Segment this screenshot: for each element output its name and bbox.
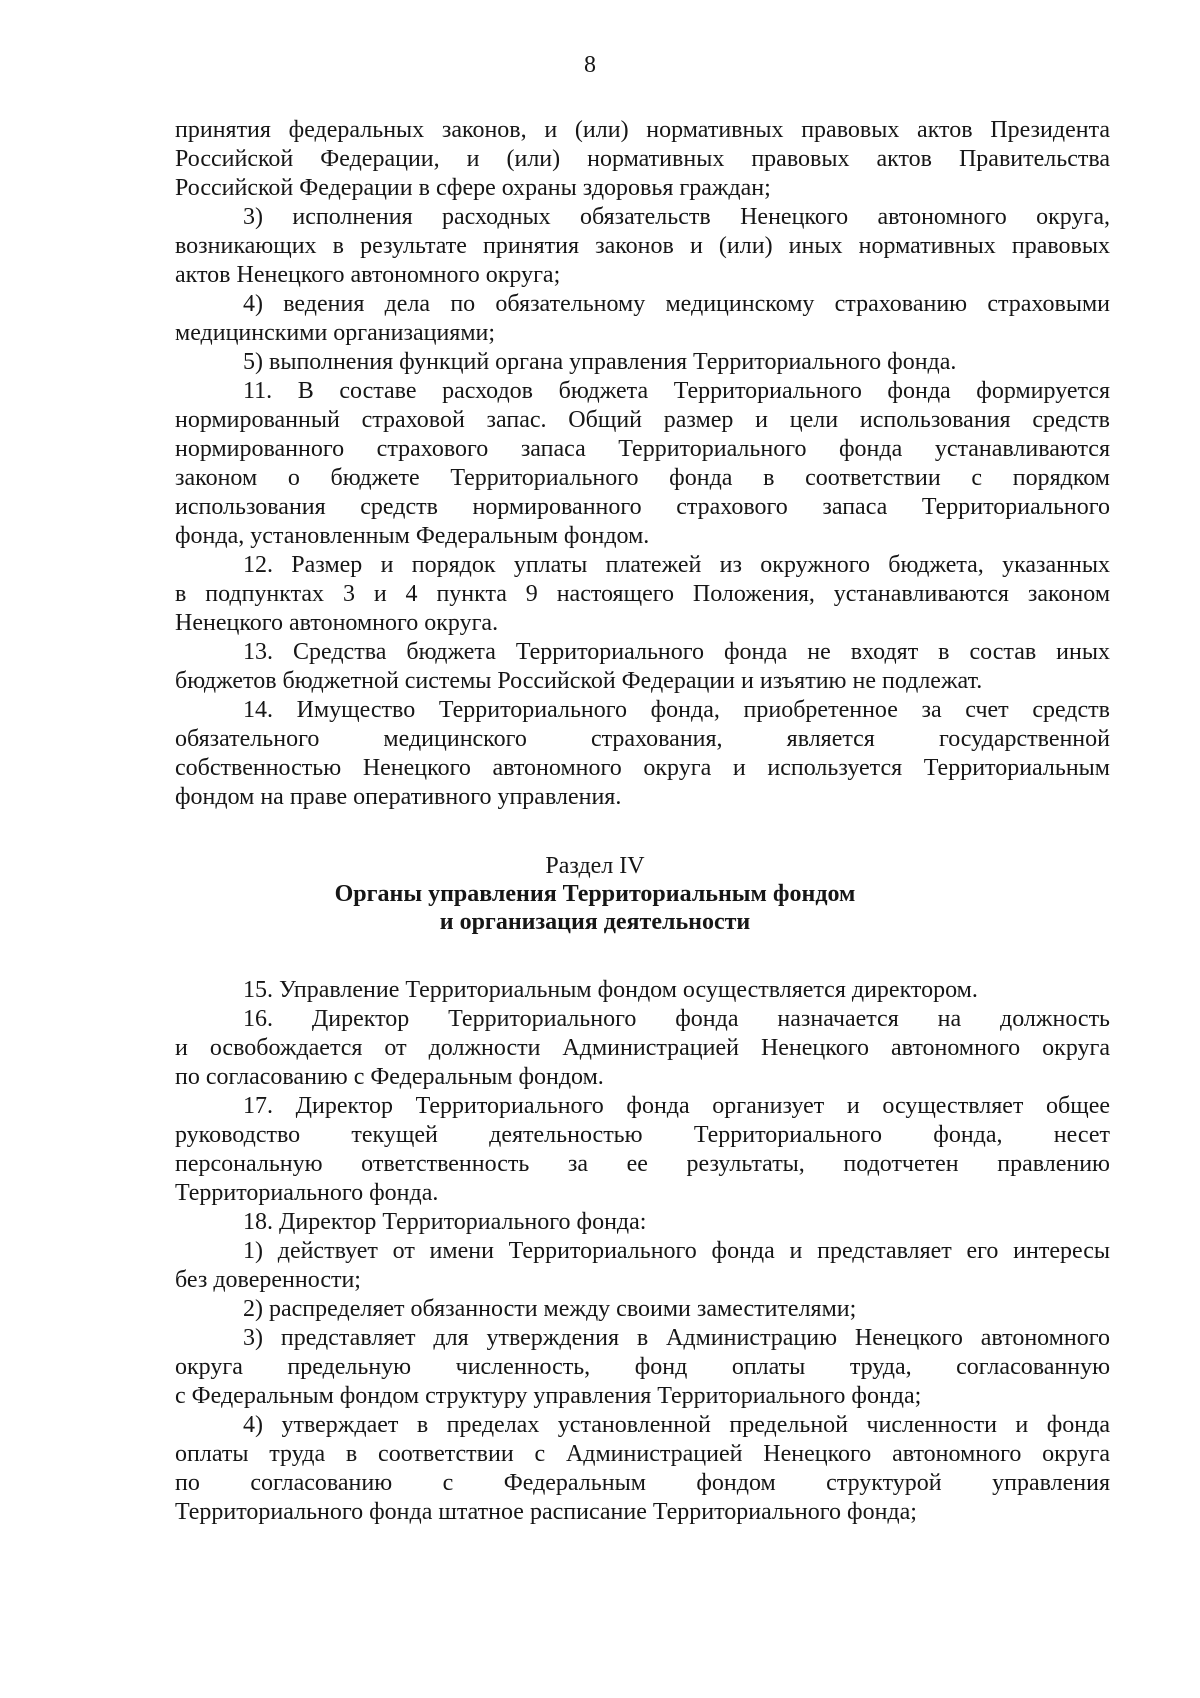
text-line: 13. Средства бюджета Территориального фонда не входят в состав иных bbox=[243, 639, 1110, 665]
text-line: руководство текущей деятельностью Территориального фонда, несет bbox=[175, 1122, 1110, 1148]
text-line: 17. Директор Территориального фонда организует и осуществляет общее bbox=[243, 1093, 1110, 1119]
text-line: Территориального фонда. bbox=[175, 1180, 439, 1206]
text-line: оплаты труда в соответствии с Администрацией Ненецкого автономного округа bbox=[175, 1441, 1110, 1467]
text-line: в подпунктах 3 и 4 пункта 9 настоящего Положения, устанавливаются законом bbox=[175, 581, 1110, 607]
text-line: и освобождается от должности Администрацией Ненецкого автономного округа bbox=[175, 1035, 1110, 1061]
section-heading bbox=[175, 852, 1015, 936]
text-line: без доверенности; bbox=[175, 1267, 361, 1293]
text-line: нормированного страхового запаса Территориального фонда устанавливаются bbox=[175, 436, 1110, 462]
text-line: Российской Федерации в сфере охраны здоровья граждан; bbox=[175, 175, 771, 201]
text-line: персональную ответственность за ее результаты, подотчетен правлению bbox=[175, 1151, 1110, 1177]
section-title-line: и организация деятельности bbox=[439, 909, 751, 935]
text-line: округа предельную численность, фонд оплаты труда, согласованную bbox=[175, 1354, 1110, 1380]
text-line: 12. Размер и порядок уплаты платежей из окружного бюджета, указанных bbox=[243, 552, 1110, 578]
text-line: 1) действует от имени Территориального фонда и представляет его интересы bbox=[243, 1238, 1110, 1264]
text-line: с Федеральным фондом структуру управления Территориального фонда; bbox=[175, 1383, 922, 1409]
text-line: бюджетов бюджетной системы Российской Федерации и изъятию не подлежат. bbox=[175, 668, 983, 694]
paragraph bbox=[175, 638, 1110, 696]
text-line: 5) выполнения функций органа управления Территориального фонда. bbox=[243, 349, 957, 375]
text-line: фондом на праве оперативного управления. bbox=[175, 784, 622, 810]
text-line: 4) ведения дела по обязательному медицинскому страхованию страховыми bbox=[243, 291, 1110, 317]
paragraph bbox=[175, 1208, 1110, 1237]
paragraph bbox=[175, 1295, 1110, 1324]
body-text-after-section bbox=[175, 976, 1110, 1527]
text-line: законом о бюджете Территориального фонда в соответствии с порядком bbox=[175, 465, 1110, 491]
text-line: 2) распределяет обязанности между своими заместителями; bbox=[243, 1296, 857, 1322]
text-line: по согласованию с Федеральным фондом. bbox=[175, 1064, 604, 1090]
text-line: Территориального фонда штатное расписание Территориального фонда; bbox=[175, 1499, 917, 1525]
paragraph bbox=[175, 377, 1110, 551]
text-line: 3) представляет для утверждения в Администрацию Ненецкого автономного bbox=[243, 1325, 1110, 1351]
paragraph bbox=[175, 1324, 1110, 1411]
text-line: 3) исполнения расходных обязательств Ненецкого автономного округа, bbox=[243, 204, 1110, 230]
paragraph bbox=[175, 1005, 1110, 1092]
section-label: Раздел IV bbox=[545, 853, 645, 879]
paragraph bbox=[175, 348, 1110, 377]
text-line: возникающих в результате принятия законов и (или) иных нормативных правовых bbox=[175, 233, 1110, 259]
text-line: собственностью Ненецкого автономного округа и используется Территориальным bbox=[175, 755, 1110, 781]
text-line: Ненецкого автономного округа. bbox=[175, 610, 499, 636]
text-line: медицинскими организациями; bbox=[175, 320, 496, 346]
paragraph bbox=[175, 696, 1110, 812]
text-line: обязательного медицинского страхования, является государственной bbox=[175, 726, 1110, 752]
text-line: использования средств нормированного страхового запаса Территориального bbox=[175, 494, 1110, 520]
text-line: 11. В составе расходов бюджета Территориального фонда формируется bbox=[243, 378, 1110, 404]
paragraph bbox=[175, 203, 1110, 290]
paragraph bbox=[175, 1092, 1110, 1208]
text-line: 14. Имущество Территориального фонда, приобретенное за счет средств bbox=[243, 697, 1110, 723]
paragraph bbox=[175, 290, 1110, 348]
text-line: фонда, установленным Федеральным фондом. bbox=[175, 523, 650, 549]
text-line: нормированный страховой запас. Общий размер и цели использования средств bbox=[175, 407, 1110, 433]
paragraph bbox=[175, 976, 1110, 1005]
text-line: 15. Управление Территориальным фондом осуществляется директором. bbox=[243, 977, 978, 1003]
text-line: 4) утверждает в пределах установленной предельной численности и фонда bbox=[243, 1412, 1110, 1438]
body-text-before-section bbox=[175, 116, 1110, 812]
paragraph bbox=[175, 116, 1110, 203]
paragraph bbox=[175, 551, 1110, 638]
text-line: 18. Директор Территориального фонда: bbox=[243, 1209, 647, 1235]
text-line: Российской Федерации, и (или) нормативных правовых актов Правительства bbox=[175, 146, 1110, 172]
text-line: принятия федеральных законов, и (или) нормативных правовых актов Президента bbox=[175, 117, 1110, 143]
text-line: по согласованию с Федеральным фондом структурой управления bbox=[175, 1470, 1110, 1496]
page-number: 8 bbox=[584, 52, 596, 78]
text-line: актов Ненецкого автономного округа; bbox=[175, 262, 561, 288]
text-line: 16. Директор Территориального фонда назначается на должность bbox=[243, 1006, 1110, 1032]
paragraph bbox=[175, 1237, 1110, 1295]
section-title-line: Органы управления Территориальным фондом bbox=[334, 881, 856, 907]
paragraph bbox=[175, 1411, 1110, 1527]
